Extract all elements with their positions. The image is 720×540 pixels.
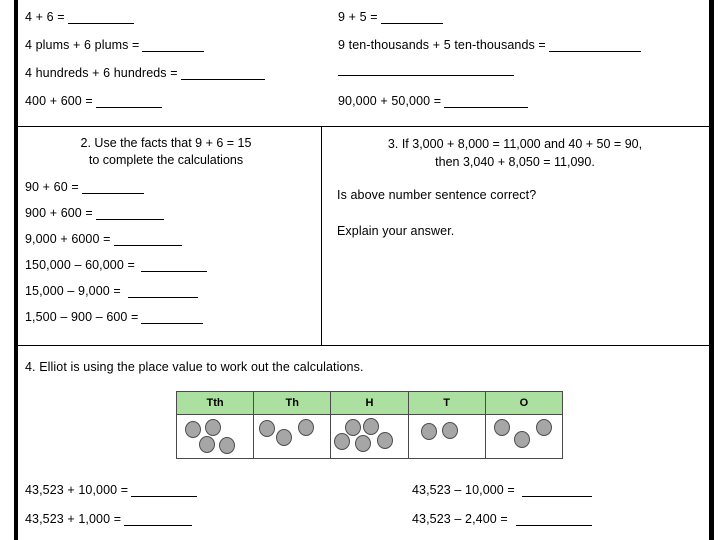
place-value-header-h: H	[331, 392, 408, 415]
q4-left-expr-0: 43,523 + 10,000 =	[25, 483, 129, 497]
q2-expr-5: 1,500 – 900 – 600 =	[25, 310, 139, 324]
place-value-cell-tth	[177, 415, 254, 459]
answer-blank[interactable]	[516, 514, 592, 526]
answer-blank[interactable]	[141, 312, 203, 324]
q1-right-expr-0: 9 + 5 =	[338, 10, 378, 24]
section-divider-vertical	[321, 127, 322, 345]
answer-blank[interactable]	[114, 234, 182, 246]
place-value-counter-row	[177, 415, 563, 459]
q3-heading-line-1: 3. If 3,000 + 8,000 = 11,000 and 40 + 50 = 90,	[387, 137, 643, 151]
section-divider-bottom	[18, 345, 709, 346]
counter-chip	[219, 437, 235, 454]
q4-right-expr-1: 43,523 – 2,400 =	[412, 512, 508, 526]
counter-chip	[363, 418, 379, 435]
q1-right-expr-2: 90,000 + 50,000 =	[338, 94, 442, 108]
counter-chip	[355, 435, 371, 452]
q4-calc-right-1	[412, 512, 592, 526]
place-value-cell-h	[331, 415, 408, 459]
counter-chip	[334, 433, 350, 450]
counter-chip	[298, 419, 314, 436]
answer-blank[interactable]	[124, 514, 192, 526]
place-value-table	[176, 391, 563, 459]
q2-item-1	[25, 206, 164, 220]
q3-question: Is above number sentence correct?	[337, 188, 537, 202]
q1-left-expr-0: 4 + 6 =	[25, 10, 65, 24]
counter-chip	[514, 431, 530, 448]
q2-expr-4: 15,000 – 9,000 =	[25, 284, 121, 298]
place-value-header-row	[177, 392, 563, 415]
place-value-header-tth: Tth	[177, 392, 254, 415]
q1-left-expr-2: 4 hundreds + 6 hundreds =	[25, 66, 178, 80]
q1-left-item-3	[25, 94, 162, 108]
q4-left-expr-1: 43,523 + 1,000 =	[25, 512, 122, 526]
answer-blank[interactable]	[68, 12, 134, 24]
page-left-border	[14, 0, 18, 540]
q2-item-3	[25, 258, 207, 272]
q4-calc-right-0	[412, 483, 592, 497]
q2-heading-line-2: to complete the calculations	[88, 153, 244, 167]
answer-blank[interactable]	[522, 485, 592, 497]
answer-blank[interactable]	[142, 40, 204, 52]
q2-expr-1: 900 + 600 =	[25, 206, 93, 220]
counter-chip	[259, 420, 275, 437]
answer-blank[interactable]	[181, 68, 265, 80]
answer-blank[interactable]	[131, 485, 197, 497]
answer-blank[interactable]	[549, 40, 641, 52]
answer-blank[interactable]	[82, 182, 144, 194]
q4-calc-left-1	[25, 512, 192, 526]
q4-right-expr-0: 43,523 – 10,000 =	[412, 483, 515, 497]
q1-left-expr-1: 4 plums + 6 plums =	[25, 38, 140, 52]
counter-chip	[377, 432, 393, 449]
answer-blank[interactable]	[381, 12, 443, 24]
q1-right-item-2	[338, 94, 528, 108]
q2-item-0	[25, 180, 144, 194]
q2-item-2	[25, 232, 182, 246]
q2-expr-2: 9,000 + 6000 =	[25, 232, 111, 246]
place-value-cell-t	[408, 415, 485, 459]
q1-right-expr-1: 9 ten-thousands + 5 ten-thousands =	[338, 38, 546, 52]
q2-item-5	[25, 310, 203, 324]
q3-explain-prompt: Explain your answer.	[337, 224, 455, 238]
q1-left-expr-3: 400 + 600 =	[25, 94, 93, 108]
q3-heading-line-2: then 3,040 + 8,050 = 11,090.	[435, 155, 595, 169]
counter-chip	[442, 422, 458, 439]
q2-item-4	[25, 284, 198, 298]
place-value-cell-o	[485, 415, 562, 459]
answer-blank[interactable]	[141, 260, 207, 272]
q1-right-item-0	[338, 10, 443, 24]
q4-heading: 4. Elliot is using the place value to work out the calculations.	[25, 360, 364, 374]
counter-chip	[205, 419, 221, 436]
counter-chip	[536, 419, 552, 436]
place-value-cell-th	[254, 415, 331, 459]
answer-blank[interactable]	[96, 208, 164, 220]
place-value-header-t: T	[408, 392, 485, 415]
q2-expr-3: 150,000 – 60,000 =	[25, 258, 135, 272]
counter-chip	[185, 421, 201, 438]
q2-heading-line-1: 2. Use the facts that 9 + 6 = 15	[80, 136, 252, 150]
answer-blank[interactable]	[96, 96, 162, 108]
q1-left-item-2	[25, 66, 265, 80]
q4-calc-left-0	[25, 483, 197, 497]
q1-right-item-1	[338, 38, 641, 52]
counter-chip	[345, 419, 361, 436]
counter-chip	[494, 419, 510, 436]
section-divider-top	[18, 126, 709, 127]
q1-left-item-1	[25, 38, 204, 52]
answer-blank[interactable]	[444, 96, 528, 108]
q2-expr-0: 90 + 60 =	[25, 180, 79, 194]
place-value-header-th: Th	[254, 392, 331, 415]
counter-chip	[421, 423, 437, 440]
page-right-border	[709, 0, 714, 540]
answer-blank[interactable]	[128, 286, 198, 298]
counter-chip	[199, 436, 215, 453]
place-value-header-o: O	[485, 392, 562, 415]
q1-left-item-0	[25, 10, 134, 24]
counter-chip	[276, 429, 292, 446]
answer-blank-continuation[interactable]	[338, 75, 514, 76]
